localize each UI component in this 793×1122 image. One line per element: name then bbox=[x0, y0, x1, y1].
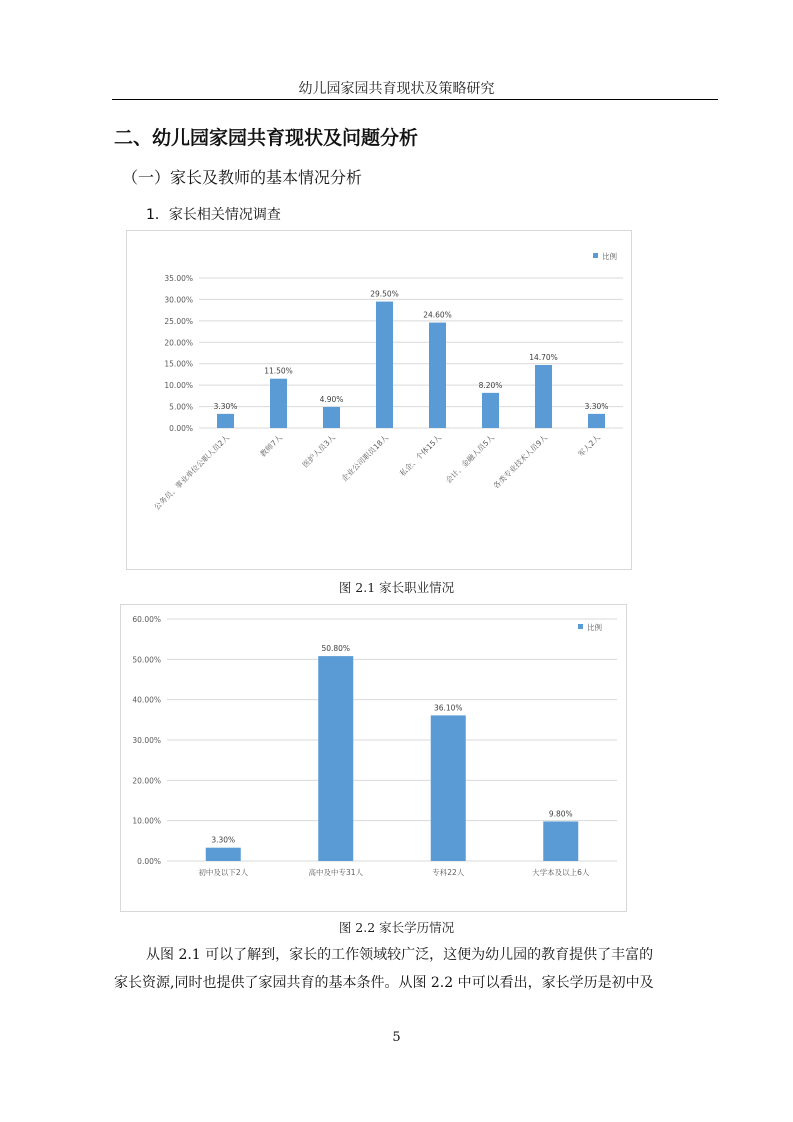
body-line-1: 从图 2.1 可以了解到，家长的工作领域较广泛，这便为幼儿园的教育提供了丰富的 bbox=[146, 947, 654, 963]
occupation-value-label: 14.70% bbox=[529, 353, 558, 362]
occupation-value-label: 4.90% bbox=[319, 395, 344, 404]
education-legend-label: 比例 bbox=[587, 623, 602, 632]
occupation-value-label: 3.30% bbox=[213, 401, 238, 411]
figure-caption-2-2: 图 2.2 家长学历情况 bbox=[338, 920, 455, 935]
occupation-category-label: 医护人员3人 bbox=[300, 433, 337, 470]
education-ytick-label: 40.00% bbox=[132, 695, 161, 705]
education-value-label: 50.80% bbox=[321, 644, 351, 654]
occupation-value-label: 29.50% bbox=[370, 289, 399, 299]
occupation-ytick-label: 10.00% bbox=[164, 381, 193, 391]
header-rule bbox=[112, 99, 718, 100]
education-category-label: 高中及中专31人 bbox=[308, 868, 364, 877]
occupation-legend-swatch bbox=[593, 253, 598, 258]
occupation-bar bbox=[217, 414, 234, 428]
education-value-label: 36.10% bbox=[433, 703, 463, 713]
occupation-ytick-label: 15.00% bbox=[164, 359, 193, 369]
occupation-value-label: 11.50% bbox=[264, 366, 293, 376]
education-ytick-label: 30.00% bbox=[132, 736, 161, 745]
education-category-label: 初中及以下2人 bbox=[198, 868, 249, 877]
education-bar bbox=[543, 821, 578, 861]
education-ytick-label: 10.00% bbox=[132, 816, 161, 826]
item-heading: 1．家长相关情况调查 bbox=[146, 207, 281, 223]
occupation-bar bbox=[588, 414, 605, 428]
occupation-ytick-label: 35.00% bbox=[164, 274, 193, 283]
education-category-label: 大学本及以上6人 bbox=[532, 868, 590, 877]
section-heading: 二、幼儿园家园共育现状及问题分析 bbox=[114, 127, 419, 149]
education-ytick-label: 0.00% bbox=[137, 857, 161, 866]
occupation-category-label: 私企、个体15人 bbox=[397, 433, 443, 478]
page-number: 5 bbox=[392, 1030, 401, 1045]
chart-occupation-svg bbox=[127, 231, 631, 569]
occupation-category-label: 会计、金融人员5人 bbox=[443, 433, 496, 486]
occupation-category-label: 军人2人 bbox=[576, 433, 602, 459]
occupation-category-label: 公务员、事业单位公职人员2人 bbox=[152, 433, 231, 512]
occupation-category-label: 企业公司职员18人 bbox=[339, 433, 390, 484]
occupation-category-label: 各类专业技术人员9人 bbox=[491, 433, 549, 491]
education-value-label: 3.30% bbox=[211, 835, 236, 845]
occupation-ytick-label: 30.00% bbox=[164, 295, 193, 305]
education-bar bbox=[431, 715, 466, 861]
occupation-bar bbox=[376, 302, 393, 428]
occupation-bar bbox=[482, 393, 499, 428]
education-value-label: 9.80% bbox=[548, 809, 573, 819]
education-ytick-label: 50.00% bbox=[132, 655, 161, 665]
chart-education-svg bbox=[121, 605, 626, 911]
body-line-2: 家长资源,同时也提供了家园共育的基本条件。从图 2.2 中可以看出，家长学历是初中及 bbox=[114, 975, 654, 991]
chart-education bbox=[120, 604, 627, 912]
subsection-heading: （一）家长及教师的基本情况分析 bbox=[122, 168, 363, 187]
education-bar bbox=[206, 848, 241, 861]
education-legend-swatch bbox=[578, 624, 583, 629]
education-category-label: 专科22人 bbox=[432, 868, 465, 877]
occupation-ytick-label: 25.00% bbox=[164, 316, 193, 326]
occupation-value-label: 3.30% bbox=[584, 401, 609, 411]
occupation-ytick-label: 5.00% bbox=[169, 402, 193, 412]
occupation-ytick-label: 20.00% bbox=[164, 338, 193, 348]
body-paragraph bbox=[114, 941, 720, 997]
education-ytick-label: 20.00% bbox=[132, 776, 161, 786]
education-ytick-label: 60.00% bbox=[132, 615, 161, 624]
education-bar bbox=[318, 656, 353, 861]
occupation-bar bbox=[535, 365, 552, 428]
occupation-value-label: 24.60% bbox=[423, 310, 452, 320]
figure-caption-2-1: 图 2.1 家长职业情况 bbox=[338, 580, 455, 595]
occupation-bar bbox=[429, 323, 446, 428]
chart-occupation bbox=[126, 230, 632, 570]
occupation-bar bbox=[270, 379, 287, 428]
occupation-legend-label: 比例 bbox=[602, 252, 617, 261]
occupation-category-label: 教师7人 bbox=[258, 433, 284, 459]
occupation-value-label: 8.20% bbox=[478, 380, 503, 390]
occupation-bar bbox=[323, 407, 340, 428]
occupation-ytick-label: 0.00% bbox=[169, 424, 193, 433]
running-header: 幼儿园家园共育现状及策略研究 bbox=[298, 81, 495, 97]
